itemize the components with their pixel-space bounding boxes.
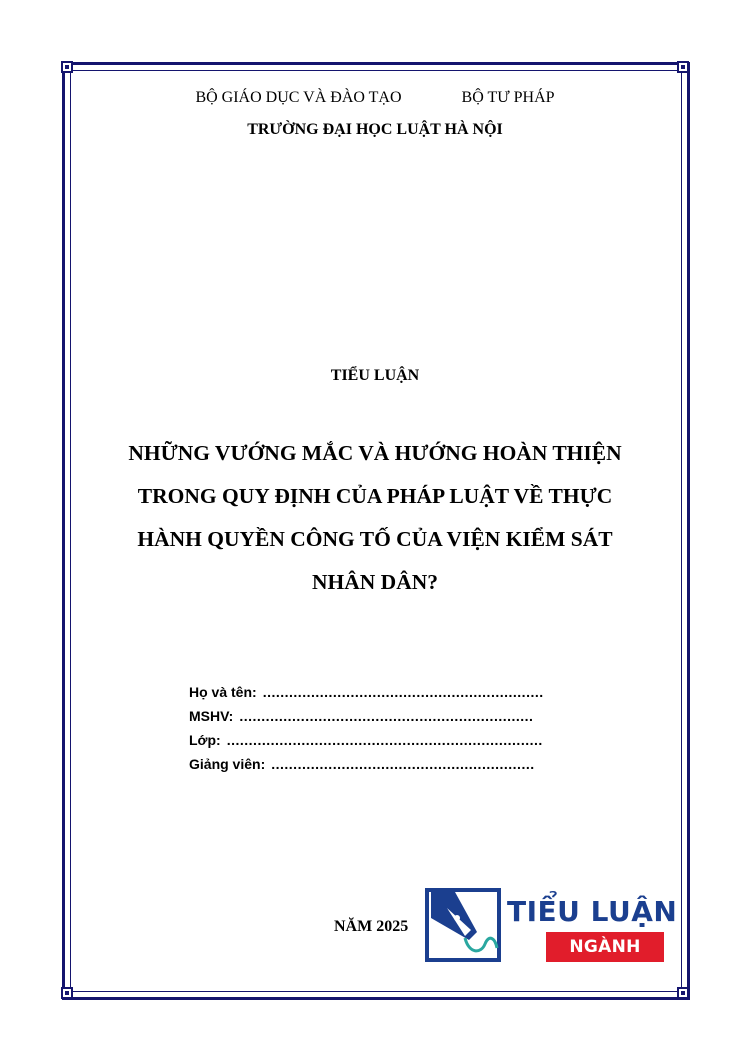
info-blank: ................................................................: [262, 684, 544, 700]
info-row-student-id: [189, 708, 549, 732]
ministry-justice: BỘ TƯ PHÁP: [461, 89, 555, 106]
title-line: NHÂN DÂN?: [311, 570, 438, 594]
info-label: Lớp:: [189, 732, 221, 748]
ministries-line: [0, 89, 750, 107]
title-line: NHỮNG VƯỚNG MẮC VÀ HƯỚNG HOÀN THIỆN: [128, 441, 622, 465]
info-row-lecturer: [189, 756, 549, 780]
info-row-class: [189, 732, 549, 756]
essay-title: [80, 432, 670, 604]
info-label: Giảng viên:: [189, 756, 266, 772]
university-name: TRƯỜNG ĐẠI HỌC LUẬT HÀ NỘI: [247, 121, 503, 138]
border-corner-ornament: [61, 987, 73, 999]
title-line: HÀNH QUYỀN CÔNG TỐ CỦA VIỆN KIỂM SÁT: [137, 527, 613, 551]
year-label: NĂM 2025: [334, 918, 409, 935]
border-corner-ornament: [677, 987, 689, 999]
ministry-education: BỘ GIÁO DỤC VÀ ĐÀO TẠO: [195, 89, 402, 106]
info-blank: ...................................................................: [239, 708, 534, 724]
document-type: TIỂU LUẬN: [330, 367, 420, 384]
border-corner-ornament: [61, 61, 73, 73]
student-info: [189, 684, 549, 780]
pen-nib-icon: [425, 888, 501, 962]
title-line: TRONG QUY ĐỊNH CỦA PHÁP LUẬT VỀ THỰC: [137, 484, 613, 508]
logo-wordmark: TIỂU LUẬN: [507, 895, 678, 928]
logo-tagline: NGÀNH LUẬT: [546, 932, 664, 962]
info-blank: ........................................................................: [226, 732, 543, 748]
info-label: Họ và tên:: [189, 684, 257, 700]
info-label: MSHV:: [189, 708, 234, 724]
border-corner-ornament: [677, 61, 689, 73]
info-row-name: [189, 684, 549, 708]
info-blank: ............................................................: [271, 756, 535, 772]
